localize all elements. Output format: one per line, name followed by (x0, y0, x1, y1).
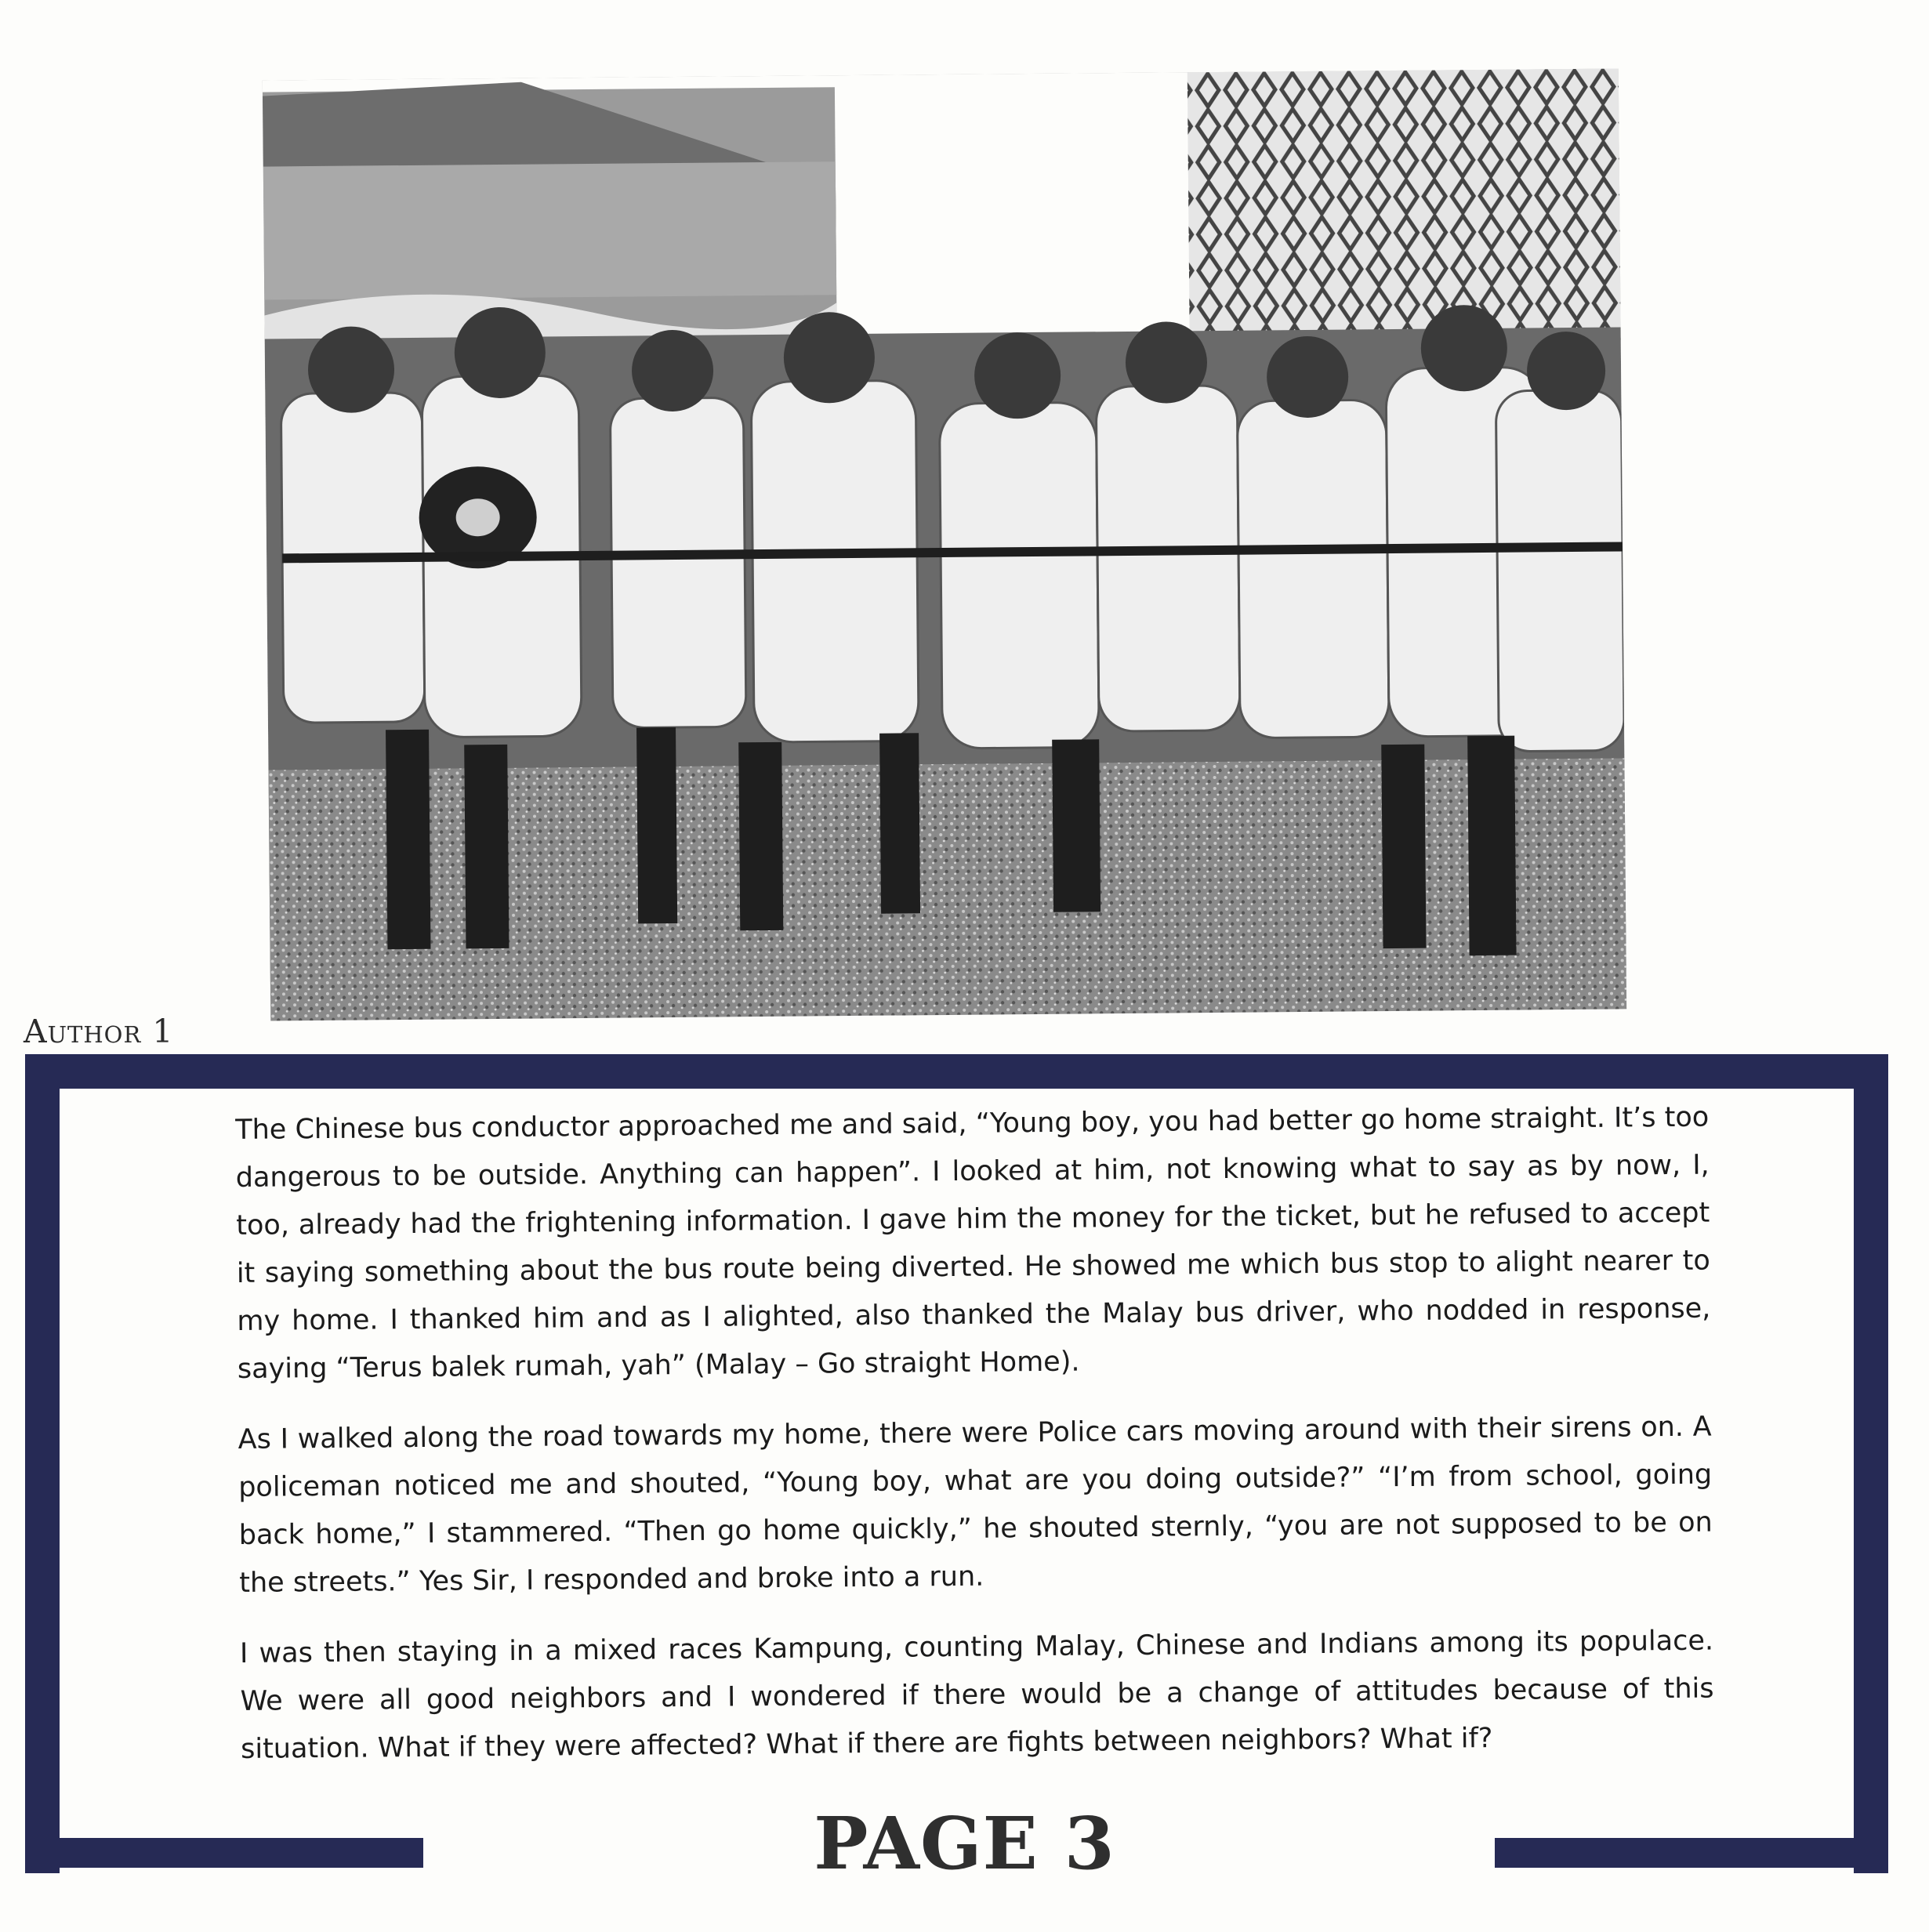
riot-photograph-illustration (263, 68, 1626, 1020)
paragraph-2: As I walked along the road towards my home, there were Police cars moving around with their sirens on. A policeman noticed me and shouted, “Young boy, what are you doing outside?” “I’m from school, going back home,” I stammered. “Then go home quickly,” he shouted sternly, “you are not supposed to be on the streets.” Yes Sir, I responded and broke into a run. (237, 1411, 1713, 1599)
story-text (235, 1094, 1715, 1796)
paragraph-1: The Chinese bus conductor approached me and said, “Young boy, you had better go home straight. It’s too dangerous to be outside. Anything can happen”. I looked at him, not knowing what to say as by now, I, too, already had the frightening information. I gave him the money for the ticket, but he refused to accept it saying something about the bus route being diverted. He showed me which bus stop to alight nearer to my home. I thanked him and as I alighted, also thanked the Malay bus driver, who nodded in response, saying “Terus balek rumah, yah” (Malay – Go straight Home). (235, 1101, 1711, 1385)
riot-photograph (263, 68, 1626, 1020)
paragraph-3: I was then staying in a mixed races Kampung, counting Malay, Chinese and Indians among its populace. We were all good neighbors and I wondered if there would be a change of attitudes because of this situation. What if they were affected? What if there are fights between neighbors? What if? (239, 1625, 1714, 1765)
page-number: PAGE 3 (814, 1801, 1115, 1886)
author-label: Author 1 (24, 1013, 174, 1050)
